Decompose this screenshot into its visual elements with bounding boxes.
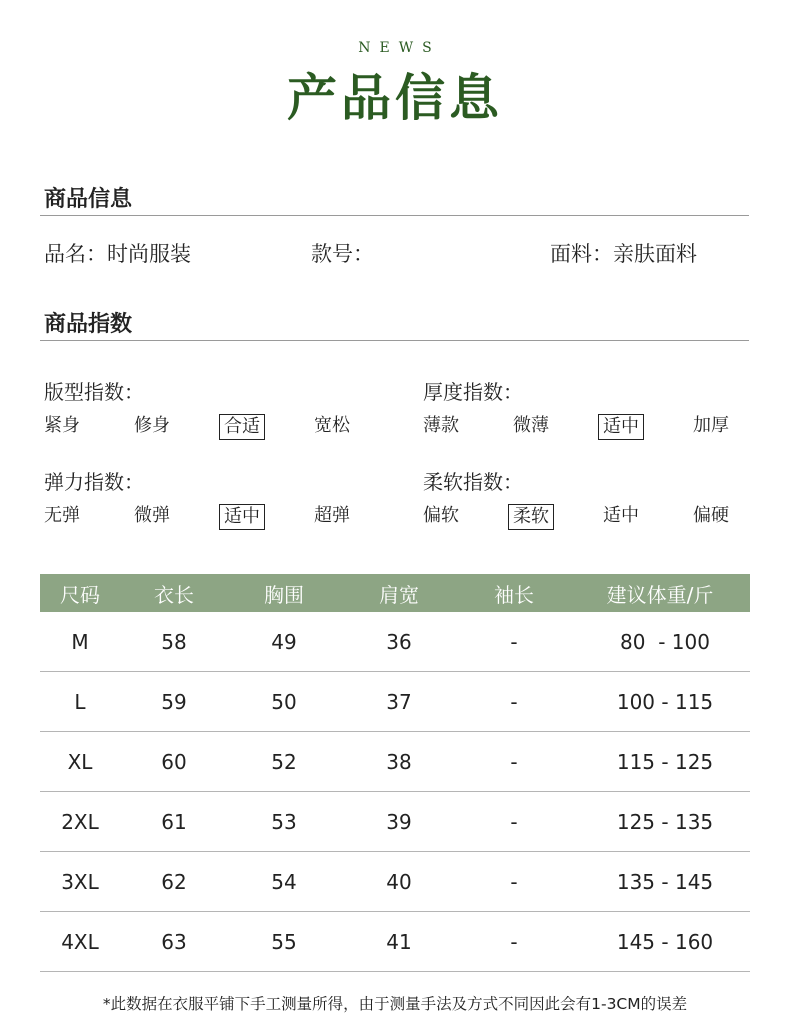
product-info-heading: 商品信息 [44,187,133,212]
product-index-heading: 商品指数 [44,312,133,337]
index-option: 加厚 [693,415,729,436]
index-option: 适中 [603,505,639,526]
divider [40,215,749,216]
table-cell: 59 [120,672,228,732]
index-option-selected: 合适 [219,414,265,440]
size-chart-table [40,574,750,972]
table-cell: 100 - 115 [570,672,750,732]
table-cell: XL [40,732,120,792]
table-cell: 53 [228,792,340,852]
column-header: 建议体重/斤 [570,574,750,612]
index-option: 偏软 [423,505,459,526]
table-cell: 39 [340,792,458,852]
table-row [40,852,750,912]
index-option: 无弹 [44,505,80,526]
table-cell: 60 [120,732,228,792]
index-option: 修身 [134,415,170,436]
table-cell: - [458,852,570,912]
table-cell: M [40,612,120,672]
page-title: 产品信息 [287,68,503,127]
index-option: 微薄 [513,415,549,436]
table-row [40,912,750,972]
index-option: 微弹 [134,505,170,526]
fit-index-label: 版型指数： [44,380,144,404]
divider [40,340,749,341]
table-cell: 40 [340,852,458,912]
table-cell: 125 - 135 [570,792,750,852]
table-cell: 50 [228,672,340,732]
index-option: 超弹 [314,505,350,526]
table-cell: - [458,732,570,792]
column-header: 尺码 [40,574,120,612]
table-cell: 115 - 125 [570,732,750,792]
table-cell: 52 [228,732,340,792]
table-cell: - [458,612,570,672]
table-cell: 37 [340,672,458,732]
column-header: 衣长 [120,574,228,612]
product-name-field: 品名：时尚服装 [44,242,191,266]
table-cell: 36 [340,612,458,672]
table-header-row [40,574,750,612]
table-row [40,612,750,672]
thickness-index-label: 厚度指数： [423,380,523,404]
column-header: 肩宽 [340,574,458,612]
table-cell: 54 [228,852,340,912]
column-header: 胸围 [228,574,340,612]
index-option: 薄款 [423,415,459,436]
table-cell: 63 [120,912,228,972]
news-eyebrow: NEWS [358,40,441,56]
model-number-field: 款号： [311,242,374,266]
index-option: 紧身 [44,415,80,436]
table-row [40,792,750,852]
table-cell: 61 [120,792,228,852]
softness-index-label: 柔软指数： [423,470,523,494]
table-cell: - [458,912,570,972]
index-option: 偏硬 [693,505,729,526]
table-cell: 145 - 160 [570,912,750,972]
table-cell: 80 - 100 [570,612,750,672]
table-cell: 4XL [40,912,120,972]
table-cell: 38 [340,732,458,792]
index-option: 宽松 [314,415,350,436]
table-cell: 41 [340,912,458,972]
elasticity-index-label: 弹力指数： [44,470,144,494]
column-header: 袖长 [458,574,570,612]
table-cell: L [40,672,120,732]
table-cell: - [458,792,570,852]
index-option-selected: 适中 [219,504,265,530]
table-cell: 58 [120,612,228,672]
table-row [40,672,750,732]
index-option-selected: 柔软 [508,504,554,530]
table-row [40,732,750,792]
table-cell: - [458,672,570,732]
table-cell: 2XL [40,792,120,852]
fabric-field: 面料：亲肤面料 [550,242,697,266]
table-cell: 49 [228,612,340,672]
index-option-selected: 适中 [598,414,644,440]
table-cell: 55 [228,912,340,972]
table-cell: 135 - 145 [570,852,750,912]
measurement-footnote: *此数据在衣服平铺下手工测量所得，由于测量手法及方式不同因此会有1-3CM的误差 [102,995,688,1013]
table-cell: 3XL [40,852,120,912]
table-cell: 62 [120,852,228,912]
